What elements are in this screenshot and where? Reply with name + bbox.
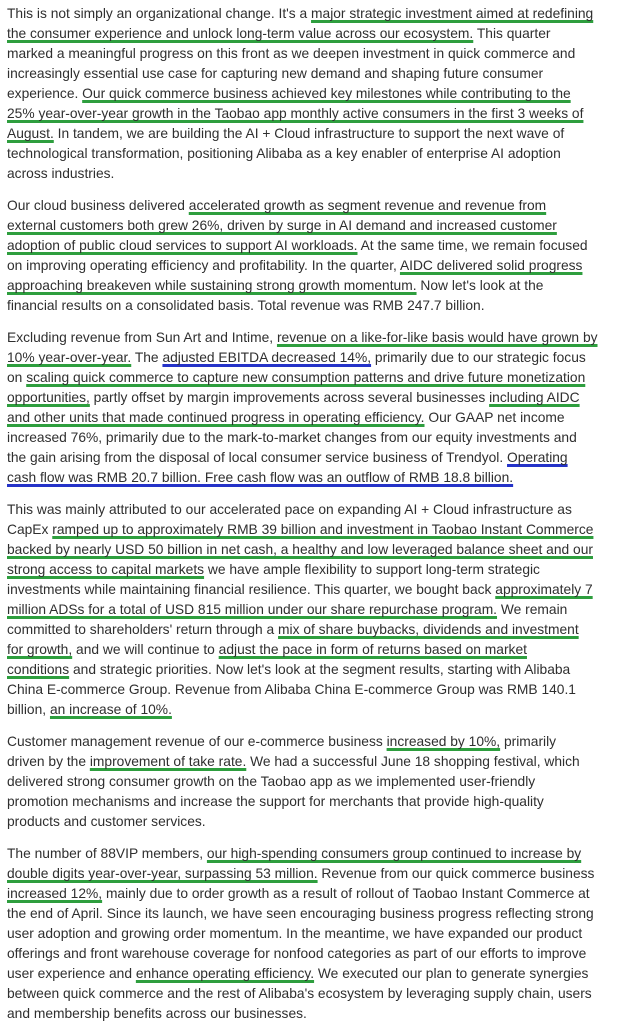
green-highlight: improvement of take rate. [89, 754, 247, 769]
text-segment: experience. [7, 86, 83, 101]
green-highlight: adoption of public cloud services to support AI workloads. [7, 238, 358, 253]
text-line [7, 964, 588, 984]
green-highlight: accelerated growth as segment revenue and revenue from [188, 198, 547, 213]
text-segment: driven by the [7, 754, 90, 769]
text-line [7, 4, 593, 24]
text-line [7, 104, 583, 124]
text-line [7, 844, 581, 864]
green-highlight: double digits year-over-year, surpassing 53 million. [7, 866, 318, 881]
text-line [7, 560, 540, 580]
text-line [7, 328, 598, 348]
text-line [7, 520, 593, 540]
green-highlight: increased 12%, [7, 886, 103, 901]
green-highlight: August. [7, 126, 54, 141]
text-line [7, 904, 594, 924]
blue-highlight: Operating [507, 450, 568, 465]
text-segment: technological transformation, positioning Alibaba as a key enabler of enterprise AI adoption [7, 146, 561, 161]
text-segment: primarily due to our strategic focus [371, 350, 586, 365]
text-line [7, 44, 575, 64]
green-highlight: approaching breakeven while sustaining strong growth momentum. [7, 278, 417, 293]
text-line [7, 660, 570, 680]
text-segment: we have ample flexibility to support long-term strategic [204, 562, 540, 577]
green-highlight: an increase of 10%. [49, 702, 172, 717]
text-line [7, 864, 594, 884]
green-highlight: and other units that made continued progress in operating efficiency. [7, 410, 425, 425]
text-segment: the gain arising from the disposal of local consumer service business of Trendyol. [7, 450, 508, 465]
text-line [7, 984, 592, 1004]
text-segment: China E-commerce Group. Revenue from Alibaba China E-commerce Group was RMB 140.1 [7, 682, 576, 697]
text-line [7, 580, 593, 600]
text-line [7, 884, 590, 904]
text-line [7, 236, 588, 256]
text-segment: on [7, 370, 27, 385]
text-segment: This is not simply an organizational change. It's a [7, 6, 312, 21]
green-highlight: adjust the pace in form of returns based on market [218, 642, 527, 657]
text-segment: the end of April. Since its launch, we have seen encouraging business progress reflecting strong [7, 906, 594, 921]
text-segment: across industries. [7, 166, 115, 181]
text-line [7, 216, 557, 236]
text-line [7, 752, 580, 772]
text-line [7, 84, 571, 104]
text-segment: committed to shareholders' return through a [7, 622, 279, 637]
text-segment: delivered strong consumer growth on the Taobao app as we implemented user-friendly [7, 774, 536, 789]
text-line [7, 408, 565, 428]
text-segment: In tandem, we are building the AI + Cloud infrastructure to support the next wave of [53, 126, 565, 141]
text-segment: financial results on a consolidated basis. Total revenue was RMB 247.7 billion. [7, 298, 485, 313]
green-highlight: revenue on a like-for-like basis would have grown by [276, 330, 598, 345]
text-line [7, 540, 593, 560]
text-line [7, 368, 585, 388]
green-highlight: 10% year-over-year. [7, 350, 132, 365]
text-line [7, 348, 586, 368]
text-line [7, 640, 527, 660]
green-highlight: million ADSs for a total of USD 815 million under our share repurchase program. [7, 602, 498, 617]
green-highlight: opportunities, [7, 390, 90, 405]
text-line [7, 164, 114, 184]
text-segment: partly offset by margin improvements across several businesses [89, 390, 490, 405]
text-line [7, 700, 172, 720]
green-highlight: ramped up to approximately RMB 39 billion and investment in Taobao Instant Commerce [52, 522, 594, 537]
blue-highlight: adjusted EBITDA decreased 14%, [162, 350, 372, 365]
text-line [7, 64, 543, 84]
text-line [7, 388, 580, 408]
green-highlight: conditions [7, 662, 70, 677]
text-line [7, 24, 550, 44]
text-segment: Our cloud business delivered [7, 198, 189, 213]
blue-highlight: cash flow was RMB 20.7 billion. Free cash flow was an outflow of RMB 18.8 billion. [7, 470, 514, 485]
green-highlight: AIDC delivered solid progress [399, 258, 583, 273]
text-segment: on improving operating efficiency and profitability. In the quarter, [7, 258, 400, 273]
text-line [7, 680, 576, 700]
text-line [7, 500, 572, 520]
text-segment: and membership benefits across our businesses. [7, 1006, 307, 1021]
green-highlight: our high-spending consumers group continued to increase by [206, 846, 582, 861]
text-segment: The number of 88VIP members, [7, 846, 207, 861]
text-segment: mainly due to order growth as a result of rollout of Taobao Instant Commerce at [102, 886, 590, 901]
text-segment: Now let's look at the [416, 278, 544, 293]
text-line [7, 256, 582, 276]
text-segment: This quarter [473, 26, 551, 41]
text-segment: and we will continue to [72, 642, 219, 657]
green-highlight: mix of share buybacks, dividends and investment [278, 622, 579, 637]
text-segment: investments while maintaining financial resilience. This quarter, we bought back [7, 582, 496, 597]
text-segment: Customer management revenue of our e-commerce business [7, 734, 387, 749]
text-line [7, 296, 485, 316]
text-segment: promotion mechanisms and increase the support for merchants that provide high-quality [7, 794, 544, 809]
text-segment: billion, [7, 702, 50, 717]
green-highlight: major strategic investment aimed at redefining [311, 6, 594, 21]
text-line [7, 448, 568, 468]
text-line [7, 792, 544, 812]
text-line [7, 600, 567, 620]
green-highlight: 25% year-over-year growth in the Taobao app monthly active consumers in the first 3 weeks of [7, 106, 584, 121]
text-segment: Our GAAP net income [424, 410, 565, 425]
text-line [7, 144, 561, 164]
green-highlight: enhance operating efficiency. [135, 966, 315, 981]
text-line [7, 924, 582, 944]
text-line [7, 196, 546, 216]
green-highlight: the consumer experience and unlock long-term value across our ecosystem. [7, 26, 474, 41]
text-segment: user adoption and growing order momentum. In the meantime, we have expanded our product [7, 926, 583, 941]
text-segment: increased 76%, primarily due to the mark-to-market changes from our equity investments and [7, 430, 577, 445]
green-highlight: external customers both grew 26%, driven by surge in AI demand and increased customer [7, 218, 557, 233]
green-highlight: approximately 7 [495, 582, 593, 597]
text-segment: At the same time, we remain focused [357, 238, 588, 253]
text-line [7, 124, 564, 144]
text-segment: products and customer services. [7, 814, 206, 829]
text-line [7, 812, 206, 832]
text-segment: increasingly essential use case for capturing new demand and shaping future consumer [7, 66, 544, 81]
green-highlight: increased by 10%, [386, 734, 501, 749]
text-line [7, 1004, 307, 1024]
text-segment: and strategic priorities. Now let's look at the segment results, starting with Alibaba [69, 662, 571, 677]
text-line [7, 276, 543, 296]
green-highlight: strong access to capital markets [7, 562, 205, 577]
text-segment: CapEx [7, 522, 53, 537]
text-segment: Revenue from our quick commerce business [317, 866, 595, 881]
text-line [7, 468, 513, 488]
text-line [7, 428, 577, 448]
green-highlight: for growth, [7, 642, 73, 657]
text-segment: We executed our plan to generate synergies [314, 966, 589, 981]
green-highlight: including AIDC [489, 390, 580, 405]
text-line [7, 620, 579, 640]
text-segment: This was mainly attributed to our accelerated pace on expanding AI + Cloud infrastructure as [7, 502, 572, 517]
text-segment: We remain [497, 602, 568, 617]
text-segment: We had a successful June 18 shopping festival, which [246, 754, 580, 769]
text-segment: Excluding revenue from Sun Art and Intime, [7, 330, 277, 345]
text-segment: between quick commerce and the rest of Alibaba's ecosystem by leveraging supply chain, users [7, 986, 592, 1001]
text-segment: The [131, 350, 163, 365]
text-segment: marked a meaningful progress on this front as we deepen investment in quick commerce and [7, 46, 576, 61]
text-line [7, 944, 586, 964]
text-segment: offerings and front warehouse coverage for nonfood categories as part of our efforts to improve [7, 946, 587, 961]
green-highlight: scaling quick commerce to capture new consumption patterns and drive future monetization [26, 370, 586, 385]
text-line [7, 772, 535, 792]
green-highlight: Our quick commerce business achieved key milestones while contributing to the [82, 86, 571, 101]
text-segment: user experience and [7, 966, 136, 981]
text-segment: primarily [500, 734, 557, 749]
text-line [7, 732, 556, 752]
green-highlight: backed by nearly USD 50 billion in net cash, a healthy and low leveraged balance sheet and our [7, 542, 593, 557]
